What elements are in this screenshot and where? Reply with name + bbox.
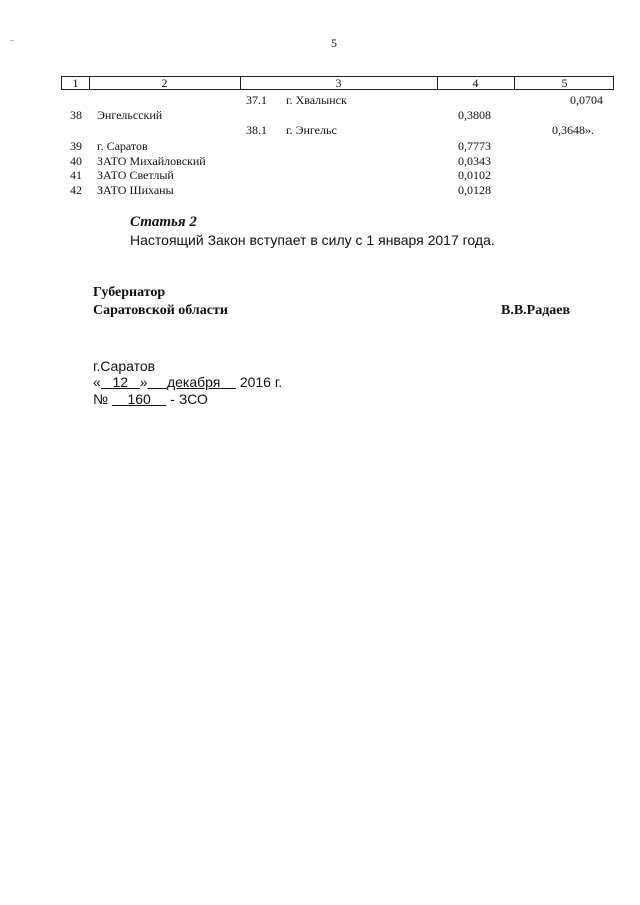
column-header-4: 4 xyxy=(472,76,479,90)
table-cell-district: г. Саратов xyxy=(97,139,148,153)
date-day: 12 xyxy=(112,374,129,390)
column-header-5: 5 xyxy=(561,76,568,90)
law-number xyxy=(93,391,208,407)
table-cell-district: ЗАТО Шиханы xyxy=(97,183,174,197)
article-text: Настоящий Закон вступает в силу с 1 января 2017 года. xyxy=(130,232,495,248)
date-quote-open: « xyxy=(93,374,101,390)
table-cell-col5: 0,3648». xyxy=(552,123,594,137)
signature-name: В.В.Радаев xyxy=(501,303,571,318)
number-prefix: № xyxy=(93,391,109,407)
table-cell-col5: 0,0704 xyxy=(570,93,603,107)
table-cell-col4: 0,0343 xyxy=(458,154,491,168)
table-cell-col4: 0,0102 xyxy=(458,168,491,182)
table-cell-sub-number: 37.1 xyxy=(246,93,267,107)
table-cell-col4: 0,3808 xyxy=(458,108,491,122)
signature-position-line2: Саратовской области xyxy=(93,303,228,318)
date-year: 2016 г. xyxy=(239,374,283,390)
table-cell-number: 41 xyxy=(70,168,82,182)
table-cell-settlement: г. Хвалынск xyxy=(286,93,347,107)
signing-date xyxy=(93,374,282,390)
table-cell-number: 42 xyxy=(70,183,82,197)
date-month: декабря xyxy=(166,374,221,390)
table-cell-district: ЗАТО Михайловский xyxy=(97,154,206,168)
table-cell-sub-number: 38.1 xyxy=(246,123,267,137)
table-cell-col4: 0,0128 xyxy=(458,183,491,197)
number-suffix: - ЗСО xyxy=(170,391,208,407)
table-cell-col4: 0,7773 xyxy=(458,139,491,153)
number-value: 160 xyxy=(127,391,151,407)
scan-mark xyxy=(10,40,14,41)
table-cell-number: 38 xyxy=(70,108,82,122)
article-title: Статья 2 xyxy=(130,214,197,230)
table-header xyxy=(61,76,614,90)
table-cell-district: ЗАТО Светлый xyxy=(97,168,174,182)
table-cell-number: 40 xyxy=(70,154,82,168)
table-cell-district: Энгельсский xyxy=(97,108,163,122)
table-cell-number: 39 xyxy=(70,139,82,153)
column-header-3: 3 xyxy=(335,76,342,90)
table-cell-settlement: г. Энгельс xyxy=(286,123,337,137)
signature-position-line1: Губернатор xyxy=(93,285,166,300)
date-quote-close: » xyxy=(139,374,148,390)
page-number: 5 xyxy=(331,36,337,50)
column-header-2: 2 xyxy=(161,76,168,90)
column-header-1: 1 xyxy=(72,76,79,90)
signing-city: г.Саратов xyxy=(93,358,156,374)
